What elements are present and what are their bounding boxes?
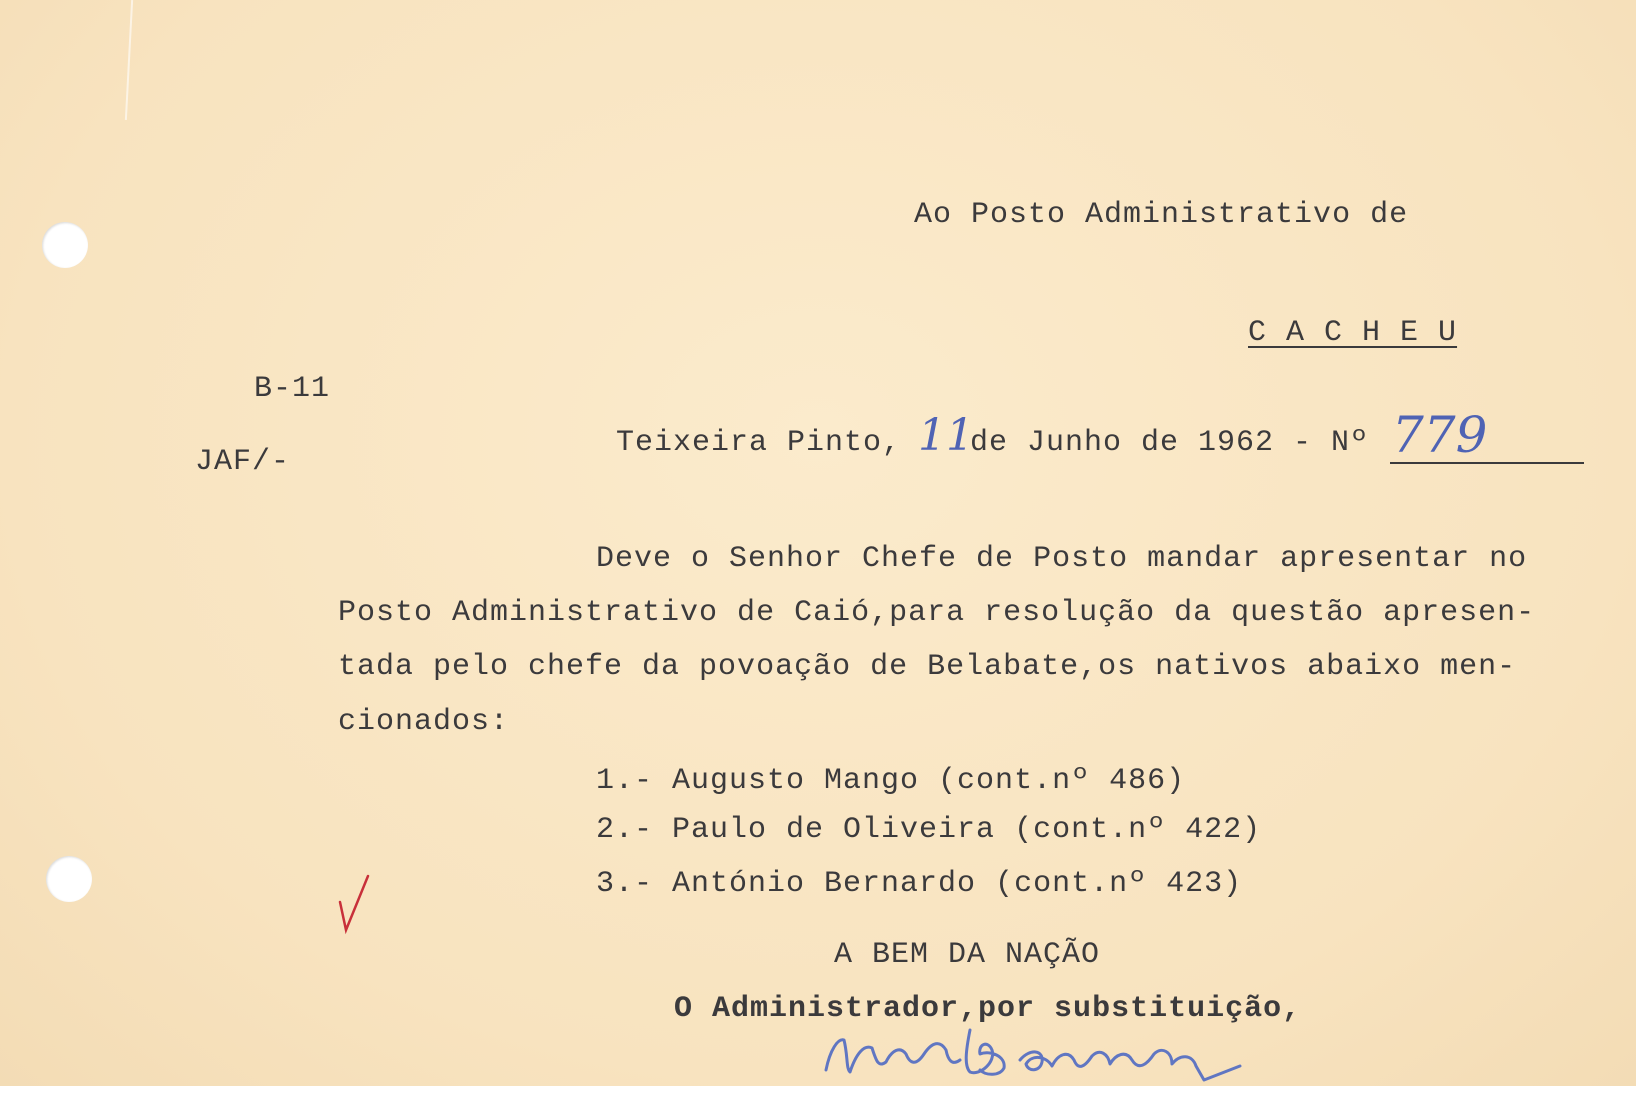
dateline-number: 779 [1392,406,1488,464]
reference-initials: JAF/- [195,445,291,479]
list-item: 2.- Paulo de Oliveira (cont.nº 422) [596,813,1262,847]
list-item: 3.- António Bernardo (cont.nº 423) [596,867,1243,901]
paper-crease [125,0,133,120]
body-line-3: tada pelo chefe da povoação de Belabate,os nativos abaixo men- [338,650,1517,684]
dateline-place: Teixeira Pinto, [616,426,902,460]
punch-hole-bottom [46,856,92,902]
body-line-1: Deve o Senhor Chefe de Posto mandar apresentar no [596,542,1528,576]
dateline-day: 11 [918,410,974,461]
punch-hole-top [42,222,88,268]
signature-icon [820,1010,1280,1086]
body-line-4: cionados: [338,705,510,739]
checkmark-icon [336,872,372,936]
address-line: Ao Posto Administrativo de [914,198,1409,232]
destination-name: C A C H E U [1248,316,1458,350]
body-line-2: Posto Administrativo de Caió,para resolução da questão apresen- [338,596,1536,630]
dateline-month-year: de Junho de 1962 - Nº [970,426,1370,460]
closing-signatory: O Administrador,por substituição, [674,992,1302,1026]
closing-salutation: A BEM DA NAÇÃO [834,938,1101,972]
reference-code: B-11 [254,372,331,406]
list-item: 1.- Augusto Mango (cont.nº 486) [596,764,1186,798]
